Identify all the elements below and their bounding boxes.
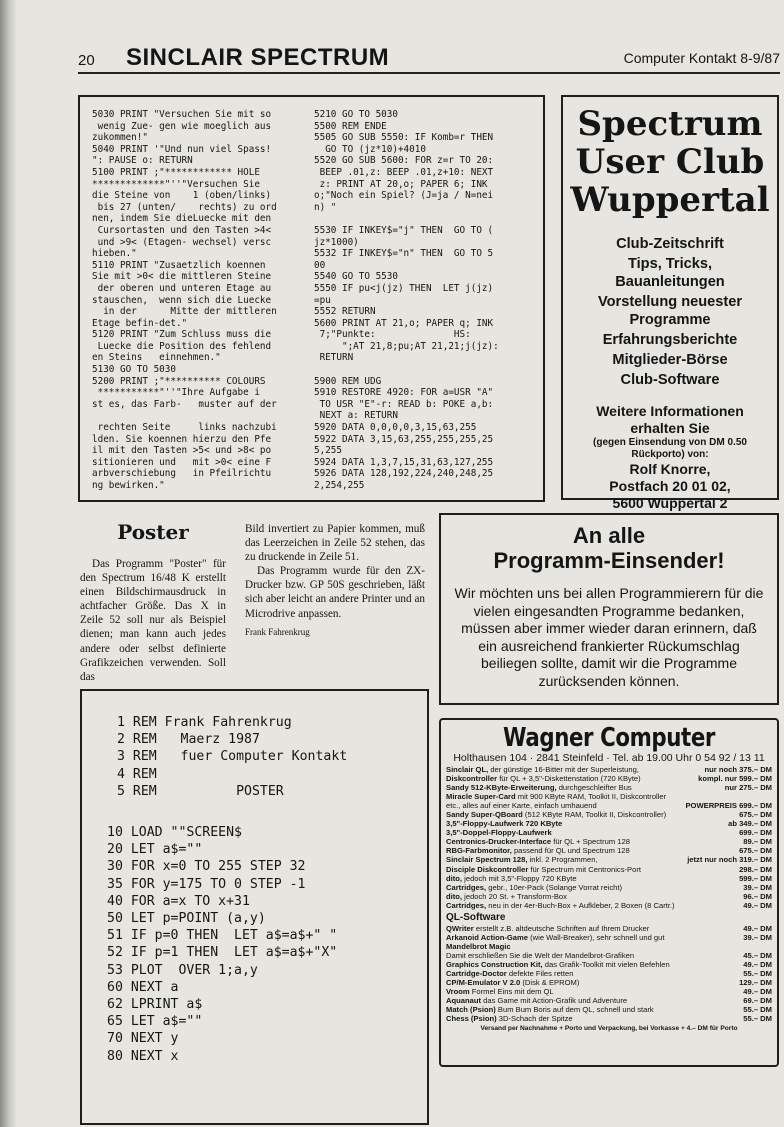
club-feature: Club-Zeitschrift [616, 236, 724, 252]
notice-body: Wir möchten uns bei allen Programmierern für die vielen eingesandten Programme bedanken, müssen aber immer wieder daran erinnern, daß ein ausreichend frankierter Rückumschlag beiliegen sollte, damit wir die Programme zurücksenden können. [454, 585, 764, 689]
product-text [446, 819, 562, 828]
product-price: kompl. nur 599.– DM [698, 774, 772, 784]
article-paragraph: Das Programm "Poster" für den Spectrum 16/48 K erstellt einen Bildschirmausdruck in achtfacher Größe. Das X in Zeile 52 soll nur als Beispiel dienen; man kann auch jedes andere oder selbst definierte Grafikzeichen verwenden. Soll das [80, 558, 226, 683]
product-name: Diskcontroller [446, 774, 498, 784]
header-rule [78, 72, 780, 74]
product-price: 55.– DM [743, 1005, 772, 1015]
product-description: passend für QL und Spectrum 128 [513, 846, 630, 856]
article-paragraph: Bild invertiert zu Papier kommen, muß das Leerzeichen in Zeile 52 stehen, das zu druckende in Zeile 51. [245, 523, 425, 564]
product-text [446, 846, 630, 855]
product-text [446, 960, 670, 969]
price-row [446, 951, 772, 960]
price-row [446, 987, 772, 996]
article-title: Poster [117, 520, 189, 544]
product-description: das Grafik-Toolkit mit vielen Befehlen [544, 959, 670, 969]
price-row [446, 901, 772, 910]
product-price [768, 792, 772, 801]
notice-heading-line: Programm-Einsender! [493, 548, 725, 573]
product-name: Cartridges, [446, 900, 487, 910]
product-name: Match (Psion) [446, 1005, 496, 1015]
product-name: CP/M-Emulator V 2.0 [446, 978, 521, 988]
product-description: defekte Files retten [508, 968, 574, 978]
article-column-1 [80, 557, 226, 684]
product-price: ab 349.– DM [728, 819, 772, 829]
product-name: Cartridges, [446, 882, 487, 892]
product-name: Sinclair Spectrum 128, [446, 855, 528, 865]
product-name: Cartridge-Doctor [446, 968, 507, 978]
price-row [446, 774, 772, 783]
product-price: 96.– DM [743, 891, 772, 901]
article-paragraph: Das Programm wurde für den ZX-Drucker bzw. GP 50S geschrieben, läßt sich aber leicht an andere Printer und an Microdrive anpassen. [245, 565, 425, 620]
software-heading: QL-Software [446, 911, 506, 923]
club-feature: Bauanleitungen [615, 274, 725, 290]
product-price: 49.– DM [743, 900, 772, 910]
product-price: 675.– DM [739, 810, 772, 820]
product-description: durchgeschleifter Bus [558, 783, 632, 793]
club-info-line: Weitere Informationen [596, 403, 744, 419]
club-info-line: erhalten Sie [630, 420, 710, 436]
product-text [446, 865, 641, 874]
price-row [446, 1005, 772, 1014]
product-name: Arkanoid Action-Game [446, 932, 528, 942]
product-text [446, 810, 666, 819]
product-name: dito, [446, 891, 463, 901]
price-row [446, 942, 772, 951]
product-text [446, 1005, 654, 1014]
product-text [446, 969, 573, 978]
product-text [446, 783, 632, 792]
product-description: mit 900 KByte RAM, Toolkit II, Diskcontroller [517, 792, 667, 802]
product-price: 699.– DM [739, 828, 772, 838]
product-price [768, 942, 772, 951]
product-name: 3,5"-Doppel-Floppy-Laufwerk [446, 828, 552, 838]
price-row [446, 874, 772, 883]
price-row [446, 933, 772, 942]
product-description: 3D-Schach der Spitze [498, 1014, 573, 1024]
product-name: Sandy 512-KByte-Erweiterung, [446, 783, 557, 793]
price-row [446, 978, 772, 987]
price-row [446, 765, 772, 774]
club-title-line: Wuppertal [570, 180, 770, 220]
product-price: 49.– DM [743, 959, 772, 969]
price-row [446, 855, 772, 864]
product-description: Formel Eins mit dem QL [471, 987, 554, 997]
product-text [446, 942, 511, 951]
price-row [446, 892, 772, 901]
product-price: 49.– DM [743, 987, 772, 997]
notice-heading-line: An alle [572, 523, 646, 548]
product-text [446, 828, 552, 837]
hardware-price-list [446, 765, 772, 910]
product-price: 39.– DM [743, 932, 772, 942]
product-text [446, 1014, 573, 1023]
club-address-line: 5600 Wuppertal 2 [612, 495, 728, 511]
product-price: 55.– DM [743, 968, 772, 978]
wagner-address: Holthausen 104 · 2841 Steinfeld · Tel. ab 19.00 Uhr 0 54 92 / 13 11 [453, 752, 765, 764]
product-price: jetzt nur noch 319.– DM [687, 855, 772, 865]
product-price: nur noch 375.– DM [704, 765, 772, 774]
club-feature: Programme [629, 312, 711, 328]
poster-listing-code: 10 LOAD ""SCREEN$ 20 LET a$="" 30 FOR x=0 TO 255 STEP 32 35 FOR y=175 TO 0 STEP -1 40 FOR a=x TO x+31 50 LET p=POINT (a,y) 51 IF p=0 THEN LET a$=a$+" " 52 IF p=1 THEN LET a$=a$+"X" 53 PLOT OVER 1;a,y 60 NEXT a 62 LPRINT a$ 65 LET a$="" 70 NEXT y 80 NEXT x [107, 825, 338, 1064]
notice-heading [451, 523, 767, 573]
product-price: 298.– DM [739, 864, 772, 874]
product-text [446, 901, 675, 910]
club-feature: Mitglieder-Börse [612, 352, 728, 368]
club-title-line: Spectrum [577, 104, 763, 144]
product-name: Vroom [446, 987, 470, 997]
product-description: gebr., 10er-Pack (Solange Vorrat reicht) [488, 882, 623, 892]
product-price: 45.– DM [743, 950, 772, 960]
product-name: QWriter [446, 923, 474, 933]
wagner-title: Wagner Computer [503, 723, 715, 753]
product-price: 599.– DM [739, 873, 772, 883]
product-name: Aquanaut [446, 996, 482, 1006]
listing-right-column: 5210 GO TO 5030 5500 REM ENDE 5505 GO SUB 5550: IF Komb=r THEN GO TO (jz*10)+4010 5520 GO SUB 5600: FOR z=r TO 20: BEEP .01,z: BEEP .01,z+10: NEXT z: PRINT AT 20,o; PAPER 6; INK o;"Noch ein Spiel? (J=ja / N=nei n) " 5530 IF INKEY$="j" THEN GO TO ( jz*1000) 5532 IF INKEY$="n" THEN GO TO 5 00 5540 GO TO 5530 5550 IF pu<j(jz) THEN LET j(jz) =pu 5552 RETURN 5600 PRINT AT 21,o; PAPER q; INK 7;"Punkte: HS: ";AT 21,8;pu;AT 21,21;j(jz): RETURN 5900 REM UDG 5910 RESTORE 4920: FOR a=USR "A" TO USR "E"-r: READ b: POKE a,b: NEXT a: RETURN 5920 DATA 0,0,0,0,3,15,63,255 5922 DATA 3,15,63,255,255,255,25 5,255 5924 DATA 1,3,7,15,31,63,127,255 5926 DATA 128,192,224,240,248,25 2,254,255 [314, 109, 499, 491]
product-description: Bum Bum Boris auf dem QL, schnell und stark [497, 1005, 654, 1015]
article-author: Frank Fahrenkrug [245, 626, 310, 637]
product-description: etc., alles auf einer Karte, einfach umhauend [446, 801, 597, 811]
price-row [446, 883, 772, 892]
product-name: Mandelbrot Magic [446, 941, 511, 951]
product-name: dito, [446, 873, 463, 883]
product-price: 55.– DM [743, 1014, 772, 1024]
product-text [446, 951, 634, 960]
price-row [446, 801, 772, 810]
price-row [446, 924, 772, 933]
magazine-section-title: SINCLAIR SPECTRUM [126, 44, 390, 71]
product-name: 3,5"-Floppy-Laufwerk 720 KByte [446, 819, 563, 829]
price-row [446, 783, 772, 792]
product-description: (512 KByte RAM, Toolkit II, Diskcontroller) [524, 810, 667, 820]
product-text [446, 996, 627, 1005]
club-feature: Tips, Tricks, [627, 256, 713, 272]
page-spine-shadow [0, 0, 16, 1127]
product-text [446, 765, 639, 774]
product-price: POWERPREIS 699.– DM [685, 801, 772, 811]
product-name: Miracle Super-Card [446, 792, 516, 802]
issue-label: Computer Kontakt 8-9/87 [623, 50, 780, 66]
club-features [567, 235, 773, 389]
product-description: neu in der 4er-Buch-Box + Aufkleber, 2 Boxen (8 Cartr.) [488, 900, 675, 910]
price-row [446, 969, 772, 978]
club-info-small: (gegen Einsendung von DM 0.50 Rückporto) von: [593, 437, 747, 460]
club-feature: Vorstellung neuester [597, 294, 743, 310]
club-ad-title [567, 105, 773, 219]
product-description: für Spectrum mit Centronics-Port [530, 864, 641, 874]
club-title-line: User Club [575, 142, 765, 182]
product-description: inkl. 2 Programmen, [529, 855, 598, 865]
club-address-line: Rolf Knorre, [629, 461, 711, 477]
product-price: 129.– DM [739, 978, 772, 988]
page-number: 20 [78, 52, 95, 69]
product-text [446, 924, 649, 933]
listing-left-column: 5030 PRINT "Versuchen Sie mit so wenig Zue- gen wie moeglich aus zukommen!" 5040 PRINT '"Und nun viel Spass! ": PAUSE o: RETURN 5100 PRINT ;"************ HOLE *************"''"Versuchen Sie die Steine von 1 (oben/links) bis 27 (unten/ rechts) zu ord nen, indem Sie dieLuecke mit den Cursortasten und den Tasten >4< und >9< (Etagen- wechsel) versc hieben." 5110 PRINT "Zusaetzlich koennen Sie mit >0< die mittleren Steine der oberen und unteren Etage au stauschen, wenn sich die Luecke in der Mitte der mittleren Etage befin-det." 5120 PRINT "Zum Schluss muss die Luecke die Position des fehlend en Steins einnehmen." 5130 GO TO 5030 5200 PRINT ;"********** COLOURS ***********"''"Ihre Aufgabe i st es, das Farb- muster auf der rechten Seite links nachzubi lden. Sie koennen hierzu den Pfe il mit den Tasten >5< und >8< po sitionieren und mit >0< eine F arbverschiebung in Pfeilrichtu ng bewirken." [92, 109, 277, 491]
product-description: (wie Wall-Breaker), sehr schnell und gut [530, 932, 665, 942]
submitters-notice [439, 513, 779, 705]
product-name: Chess (Psion) [446, 1014, 497, 1024]
price-row [446, 846, 772, 855]
product-price: 39.– DM [743, 882, 772, 892]
product-price: 49.– DM [743, 923, 772, 933]
product-description: für QL + 3,5"-Diskettenstation (720 KByte) [499, 774, 641, 784]
product-description: jedoch 20 St. + Transform-Box [464, 891, 567, 901]
product-name: Sinclair QL, [446, 765, 489, 774]
club-feature: Club-Software [620, 372, 720, 388]
product-price: 89.– DM [743, 837, 772, 847]
product-text [446, 801, 597, 810]
product-text [446, 792, 666, 801]
product-text [446, 987, 554, 996]
product-name: RBG-Farbmonitor, [446, 846, 512, 856]
page-header [78, 38, 780, 74]
price-row [446, 819, 772, 828]
product-text [446, 837, 630, 846]
price-row [446, 996, 772, 1005]
product-description: (Disk & EPROM) [522, 978, 580, 988]
product-description: erstellt z.B. altdeutsche Schriften auf Ihrem Drucker [475, 923, 650, 933]
club-address-line: Postfach 20 01 02, [609, 478, 731, 494]
price-row [446, 960, 772, 969]
product-description: für QL + Spectrum 128 [553, 837, 630, 847]
product-name: Disciple Diskcontroller [446, 864, 529, 874]
price-row [446, 1014, 772, 1023]
product-text [446, 933, 664, 942]
price-row [446, 865, 772, 874]
product-description: der günstige 16-Bitter mit der Superleistung, [490, 765, 639, 774]
product-price: nur 275.– DM [724, 783, 772, 793]
product-text [446, 774, 641, 783]
club-ad [561, 95, 779, 511]
software-price-list [446, 924, 772, 1024]
article-column-2 [245, 522, 425, 639]
price-row [446, 792, 772, 801]
product-description: das Game mit Action-Grafik und Adventure [483, 996, 628, 1006]
product-name: Centronics-Drucker-Interface [446, 837, 552, 847]
product-description: Damit erschließen Sie die Welt der Mandelbrot-Grafiken [446, 950, 635, 960]
product-price: 69.– DM [743, 996, 772, 1006]
club-contact [567, 403, 773, 512]
product-text [446, 978, 579, 987]
shipping-note: Versand per Nachnahme + Porto und Verpackung, bei Vorkasse + 4.– DM für Porto [480, 1025, 738, 1033]
product-text [446, 883, 622, 892]
product-text [446, 892, 567, 901]
price-row [446, 837, 772, 846]
product-price: 675.– DM [739, 846, 772, 856]
price-row [446, 828, 772, 837]
price-row [446, 810, 772, 819]
product-name: Sandy Super-QBoard [446, 810, 523, 820]
product-text [446, 855, 598, 864]
product-description: jedoch mit 3,5"-Floppy 720 KByte [464, 873, 577, 883]
product-name: Graphics Construction Kit, [446, 959, 543, 969]
product-text [446, 874, 577, 883]
wagner-computer-ad [439, 718, 779, 1067]
poster-listing-header: 1 REM Frank Fahrenkrug 2 REM Maerz 1987 3 REM fuer Computer Kontakt 4 REM 5 REM POSTER [117, 715, 348, 799]
club-feature: Erfahrungsberichte [602, 332, 738, 348]
